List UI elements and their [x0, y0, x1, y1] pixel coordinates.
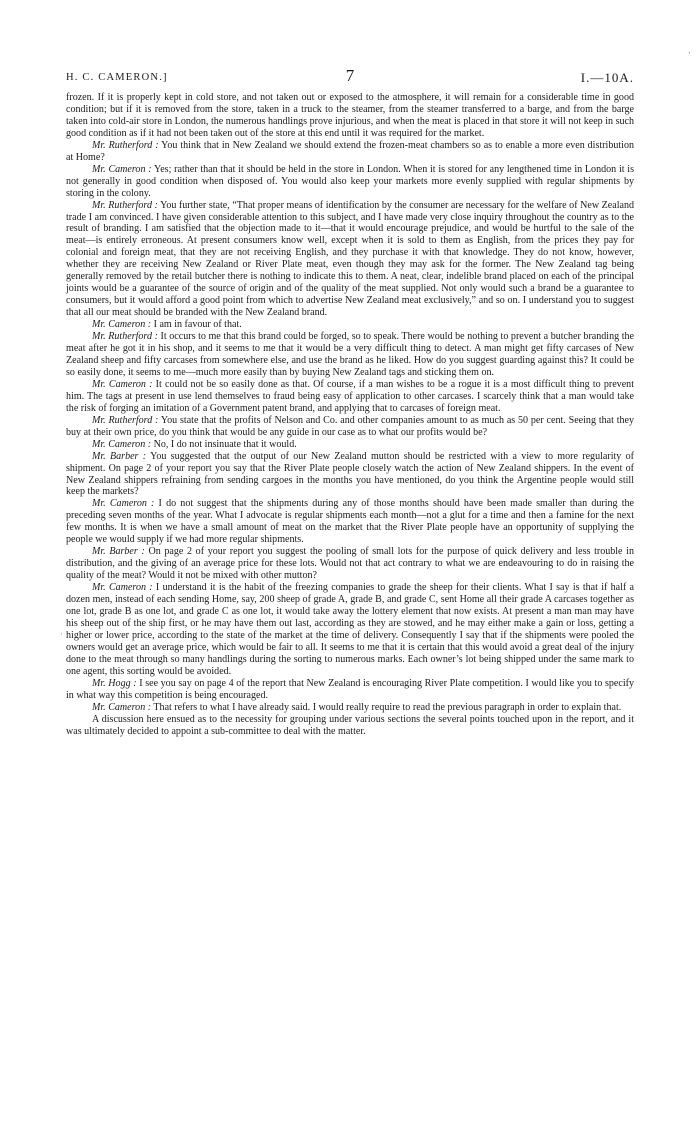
speaker-name: Mr. Cameron :	[92, 498, 155, 510]
paragraph-text: That refers to what I have already said. I would really require to read the previous paragraph in order to explain that.	[151, 701, 622, 713]
paragraph	[66, 92, 634, 140]
speaker-name: Mr. Rutherford :	[92, 199, 158, 211]
paragraph	[66, 164, 634, 200]
paragraph-text: You think that in New Zealand we should extend the frozen-meat chambers so as to enable a more even distribution at Home?	[66, 139, 634, 163]
speaker-name: Mr. Cameron :	[92, 701, 152, 713]
paragraph-text: On page 2 of your report you suggest the pooling of small lots for the purpose of quick delivery and less trouble in distribution, and the giving of an average price for these lots. Would not that act contrary to what we are endeavouring to do in raising the quality of the meat? Would it not be mixed with other mutton?	[66, 546, 634, 582]
paragraph	[66, 582, 634, 678]
paragraph	[66, 714, 634, 738]
document-reference: I.—10A.	[580, 70, 634, 85]
paragraph	[66, 140, 634, 164]
paragraph-text: I am in favour of that.	[151, 319, 242, 331]
header-author: H. C. CAMERON.]	[66, 72, 168, 83]
paragraph-text: No, I do not insinuate that it would.	[151, 438, 297, 450]
paragraph	[66, 702, 634, 714]
speaker-name: Mr. Barber :	[92, 546, 145, 558]
paragraph-text: Yes; rather than that it should be held in the store in London. When it is stored for any lengthened time in London it is not generally in good condition when disposed of. You would also keep your markets more evenly supplied with regular shipments by storing in the colony.	[66, 163, 634, 199]
paragraph-text: It could not be so easily done as that. Of course, if a man wishes to be a rogue it is a most difficult thing to prevent him. The tags at present in use lend themselves to fraud being easy of application to other carcases. I scarcely think that a man would take the risk of forging an imitation of a Government patent brand, and applying that to carcases of foreign meat.	[66, 378, 634, 414]
paragraph	[66, 319, 634, 331]
page-number: 7	[345, 66, 355, 85]
paragraph	[66, 200, 634, 320]
speaker-name: Mr. Rutherford :	[92, 139, 159, 151]
paragraph-text: I understand it is the habit of the freezing companies to grade the sheep for their clients. What I say is that if half a dozen men, instead of each sending Home, say, 200 sheep of grade A, grade B, and grade C, sent Home all their grade A carcases together as one lot, grade B as one lot, and grade C as one lot, it would take away the lottery element that now exists. At present a man man may have his sheep out of the ship first, or he may have them out last, according as they are stowed, and he may either make a gain or loss, getting a higher or lower price, according to the state of the market at the time of delivery. Consequently I say that if the shipments were pooled the owners would get an average price, which would be fair to all. It seems to me that it is certain that this would avoid a great deal of the injury done to the meat through so many handlings during the sorting to numerous marks. Each owner’s lot being shipped under the same mark to one agent, this sorting would be avoided.	[66, 582, 634, 677]
paragraph-text: You further state, “That proper means of identification by the consumer are necessary for the welfare of New Zealand trade I am convinced. I have given considerable attention to this subject, and I have made very close inquiry throughout the country as to the result of branding. I am satisfied that the objection made to it—that it would encourage prejudice, and would be hurtful to the sale of the meat—is entirely erroneous. At present consumers know well, except when it is sold to them as English, from the prices they pay for colonial and foreign meat, that they are not receiving English, and they purchase it with that knowledge. They do not know, however, whether they are receiving New Zealand or River Plate meat, even though they may ask for the former. The New Zealand tag being generally removed by the retail butcher there is nothing to indicate this to them. A neat, clear, indelible brand placed on each of the principal joints would be a guarantee of the source of origin and of the quality of the meat supplied. Not only would such a brand be a guarantee to consumers, but it would afford a good point from which to advertise New Zealand meat exclusively,” and so on. I understand you to suggest that all our meat should be branded with the New Zealand brand.	[66, 199, 634, 319]
paragraph	[66, 678, 634, 702]
paragraph-text: It occurs to me that this brand could be forged, so to speak. There would be nothing to prevent a butcher branding the meat after he got it in his shop, and it seems to me that it would be a very difficult thing to detect. A man might get fifty carcases of New Zealand sheep and fifty carcases from somewhere else, and use the brand as he liked. How do you suggest guarding against this? It could be so easily done, it seems to me—much more easily than by buying New Zealand tags and sticking them on.	[66, 331, 634, 378]
paragraph	[66, 451, 634, 499]
speaker-name: Mr. Barber :	[92, 450, 147, 462]
paragraph	[66, 379, 634, 415]
paragraph-text: You state that the profits of Nelson and Co. and other companies amount to as much as 50 per cent. Seeing that they buy at their own price, do you think that would be any guide in our case as to what our profits would be?	[66, 414, 635, 438]
speaker-name: Mr. Cameron :	[92, 163, 152, 175]
document-body	[66, 92, 634, 737]
document-page	[66, 66, 634, 737]
paragraph-text: You suggested that the output of our New Zealand mutton should be restricted with a view to more regularity of shipment. On page 2 of your report you say that the River Plate people closely watch the action of New Zealand shippers. In the event of New Zealand shippers refraining from sending cargoes in the months you have mentioned, do you think the Argentine people would still keep the markets?	[66, 450, 634, 498]
paragraph	[66, 415, 634, 439]
paragraph-text: I see you say on page 4 of the report that New Zealand is encouraging River Plate competition. I would like you to specify in what way this competition is being encouraged.	[66, 677, 635, 701]
paragraph	[66, 546, 634, 582]
running-header	[66, 66, 634, 92]
paragraph-text: A discussion here ensued as to the necessity for grouping under various sections the several points touched upon in the report, and it was ultimately decided to appoint a sub-committee to deal with the matter.	[66, 713, 634, 737]
speaker-name: Mr. Cameron :	[92, 319, 152, 331]
speaker-name: Mr. Rutherford :	[92, 331, 158, 343]
speaker-name: Mr. Cameron :	[92, 582, 153, 594]
speaker-name: Mr. Hogg :	[92, 677, 137, 689]
speaker-name: Mr. Cameron :	[92, 378, 153, 390]
margin-mark-left: ·	[60, 630, 63, 640]
margin-mark-top-right: ,	[688, 46, 691, 56]
speaker-name: Mr. Rutherford :	[92, 414, 159, 426]
paragraph	[66, 331, 634, 379]
paragraph-text: I do not suggest that the shipments during any of those months should have been made smaller than during the preceding seven months of the year. What I advocate is regular shipments each month—not a glut for a time and then a famine for the next few months. It is when we have a small amount of meat on the market that the River Plate people have an opportunity of supplying the people we would supply if we had more regular shipments.	[66, 498, 634, 546]
paragraph	[66, 498, 634, 546]
speaker-name: Mr. Cameron :	[92, 438, 152, 450]
paragraph-text: frozen. If it is properly kept in cold store, and not taken out or exposed to the atmosphere, it will remain for a considerable time in good condition; but if it is removed from the store, taken in a truck to the steamer, from the steamer transferred to a barge, and from the barge taken into cold-air store in London, the numerous handlings prove injurious, and when the meat is placed in that store it will not keep in such good condition as if it had not been taken out of the store at this end until it was required for the market.	[66, 92, 634, 139]
paragraph	[66, 439, 634, 451]
